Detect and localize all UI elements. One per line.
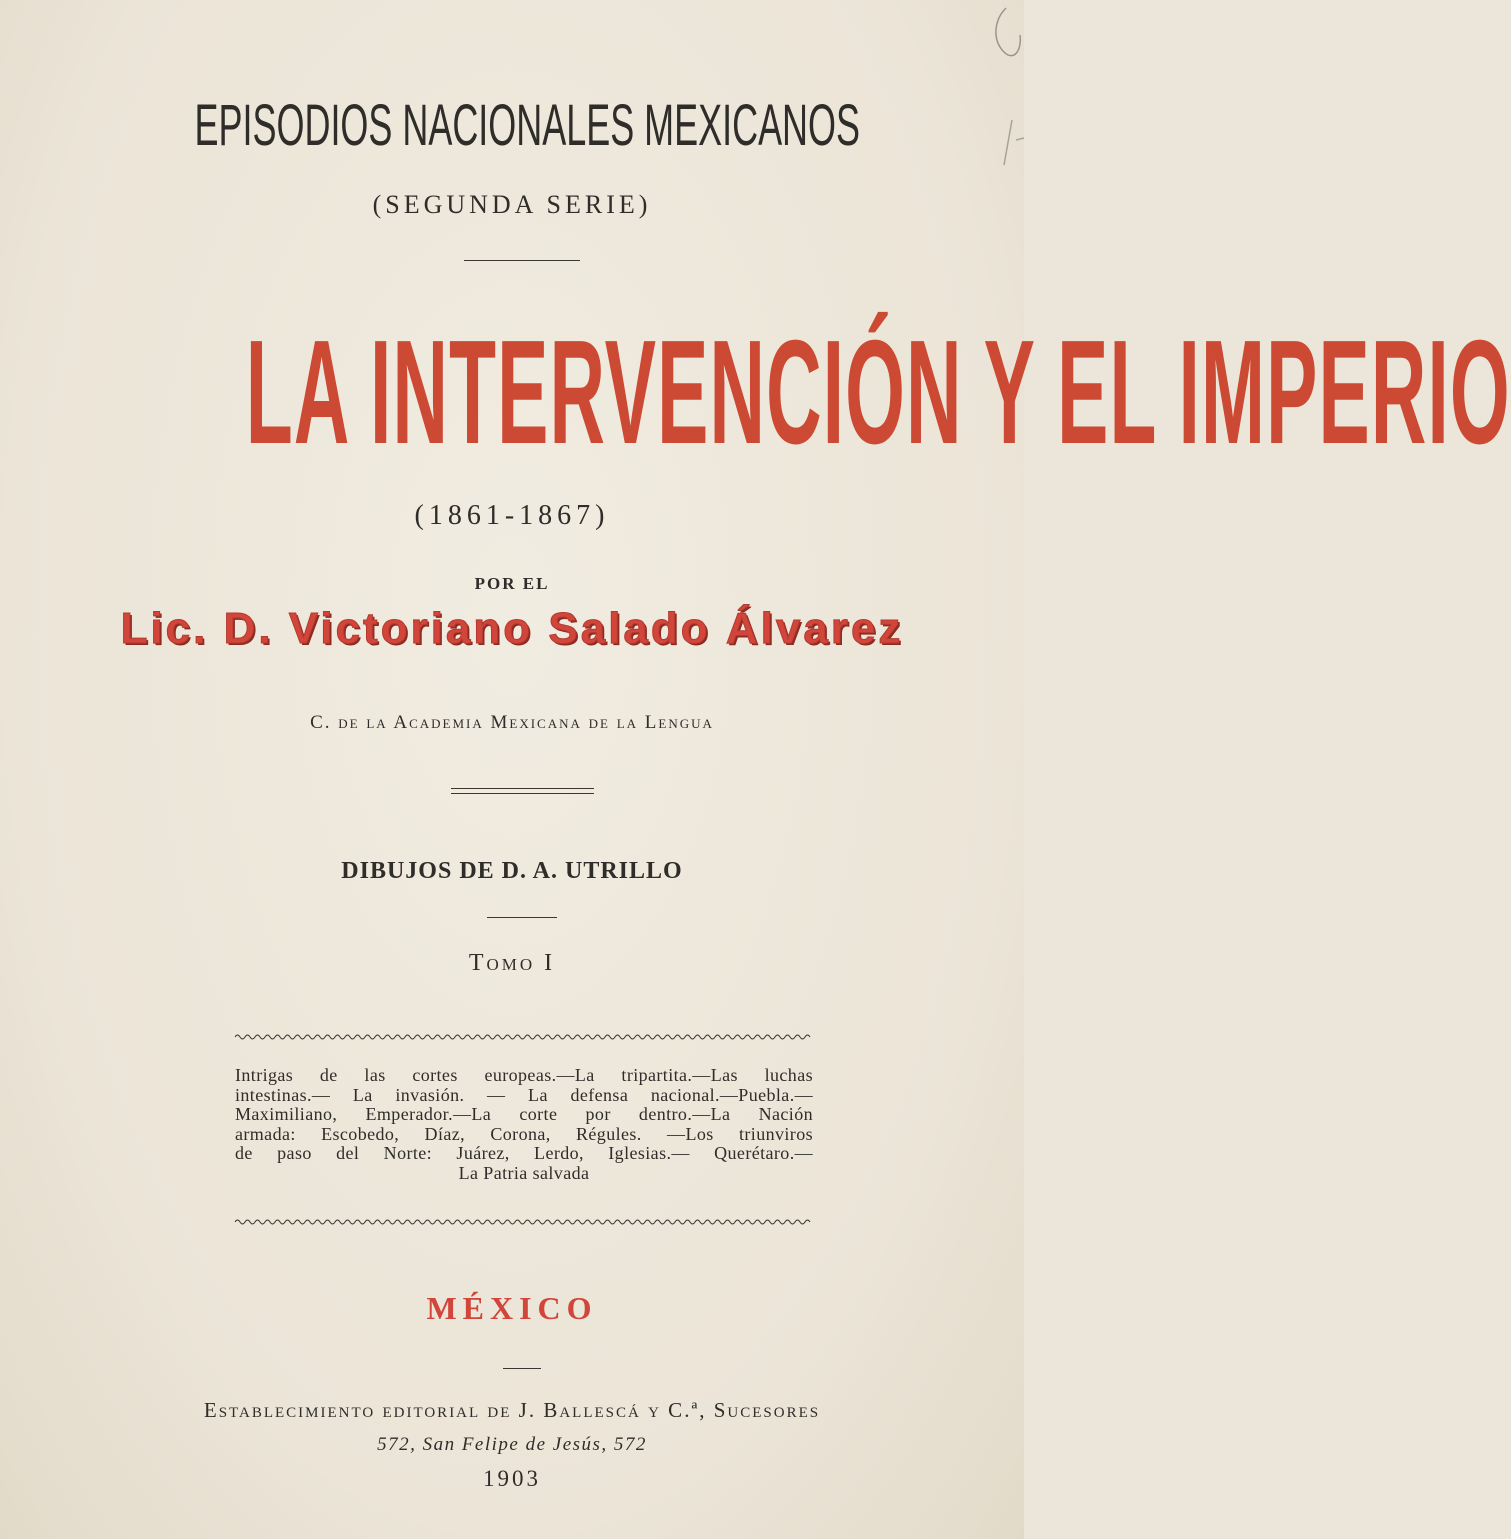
series-title: EPISODIOS NACIONALES MEXICANOS	[194, 93, 860, 158]
divider-rule	[503, 1368, 541, 1369]
series-subtitle: (SEGUNDA SERIE)	[372, 190, 652, 219]
handwritten-pencil-mark	[964, 0, 1024, 190]
double-rule-bottom	[451, 793, 594, 794]
illustrator-credit: DIBUJOS DE D. A. UTRILLO	[341, 858, 683, 884]
contents-summary	[235, 1066, 813, 1183]
author-name: Lic. D. Victoriano Salado Álvarez	[120, 604, 904, 653]
summary-line: de paso del Norte: Juárez, Lerdo, Iglesias.— Querétaro.—	[235, 1143, 813, 1163]
divider-rule	[487, 917, 557, 918]
summary-line: intestinas.— La invasión. — La defensa nacional.—Puebla.—	[235, 1084, 813, 1105]
imprint-year: 1903	[483, 1466, 541, 1491]
double-rule-top	[451, 788, 594, 789]
volume-label: Tomo I	[468, 950, 556, 976]
summary-line: La Patria salvada	[458, 1162, 590, 1183]
summary-line: Maximiliano, Emperador.—La corte por dentro.—La Nación	[235, 1104, 813, 1124]
imprint-address: 572, San Felipe de Jesús, 572	[377, 1434, 647, 1455]
divider-rule	[464, 260, 580, 261]
imprint-publisher: Establecimiento editorial de J. Ballescá y C.ª, Sucesores	[203, 1398, 821, 1422]
by-line: POR EL	[474, 574, 550, 593]
author-affiliation: C. de la Academia Mexicana de la Lengua	[310, 712, 714, 733]
date-range: (1861-1867)	[414, 500, 610, 531]
imprint-place: MÉXICO	[426, 1290, 598, 1326]
wavy-rule-top	[235, 1033, 810, 1041]
summary-line: armada: Escobedo, Díaz, Corona, Régules. —Los triunviros	[235, 1123, 813, 1144]
book-title: LA INTERVENCIÓN Y EL IMPERIO	[245, 310, 1511, 475]
summary-line: Intrigas de las cortes europeas.—La tripartita.—Las luchas	[235, 1065, 813, 1085]
wavy-rule-bottom	[235, 1218, 810, 1226]
